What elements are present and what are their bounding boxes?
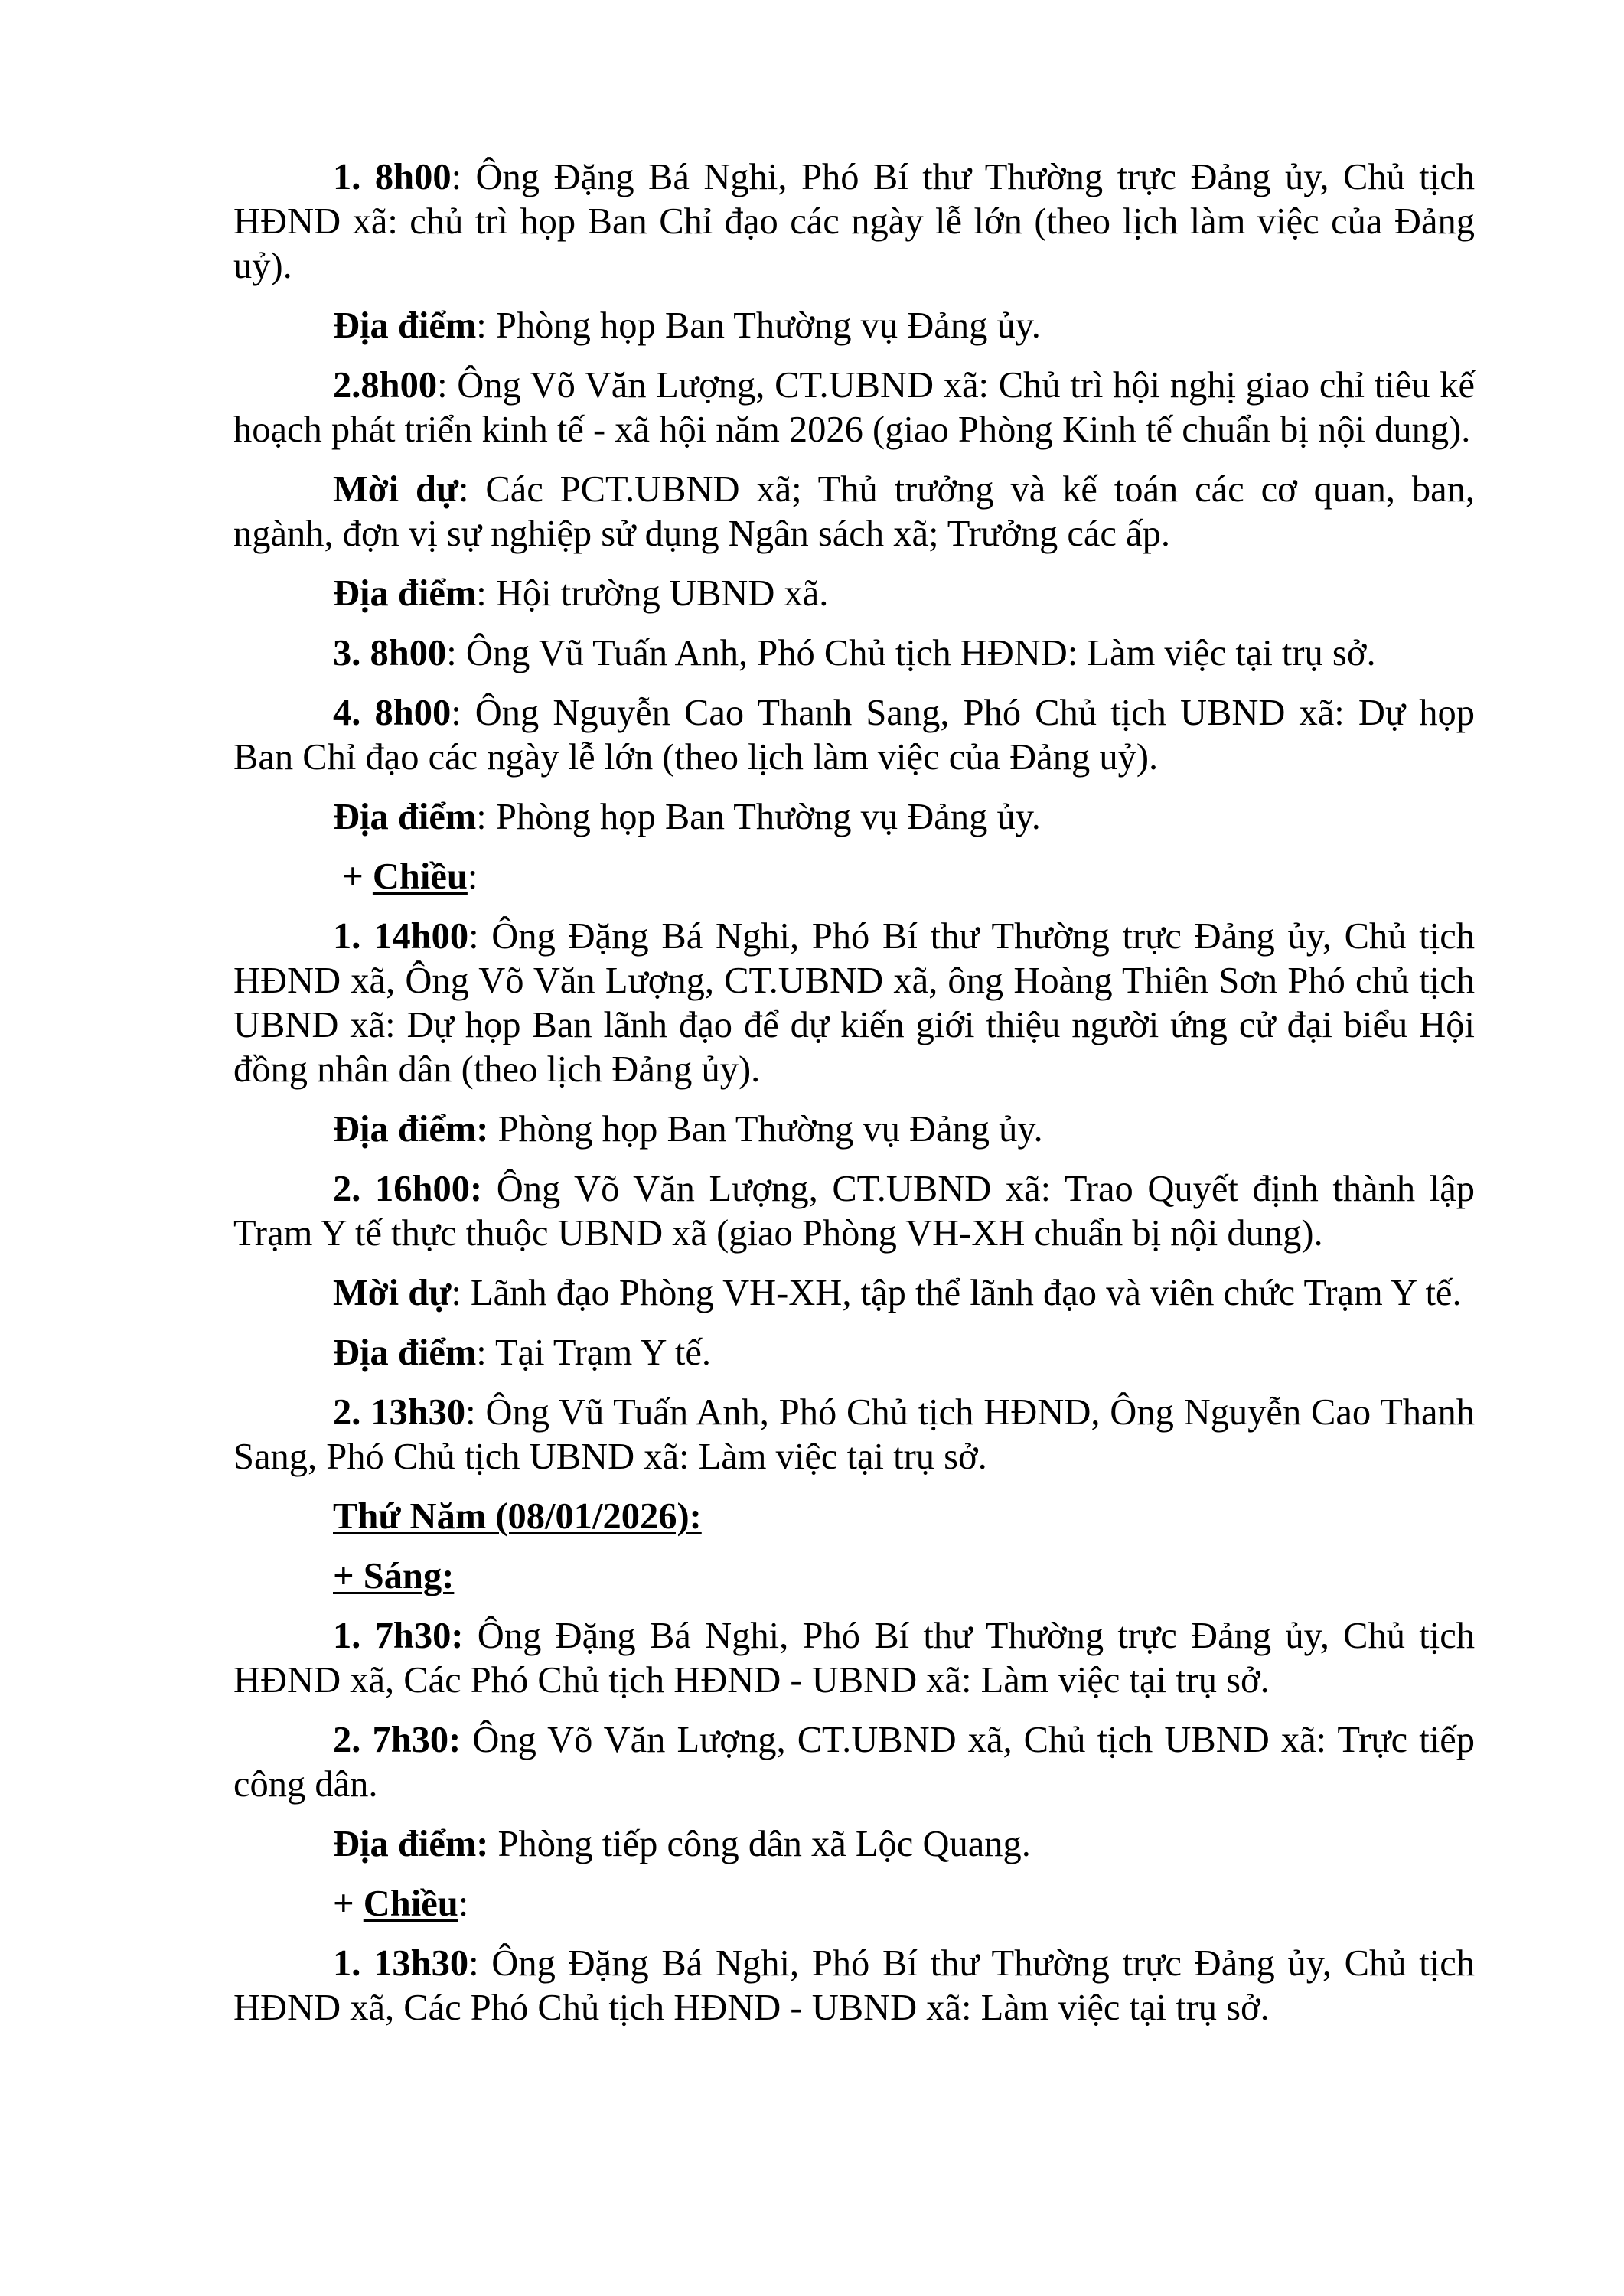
paragraph: [233, 1271, 1475, 1316]
afternoon-colon: :: [467, 856, 478, 897]
paragraph-lead: Địa điểm: [333, 1332, 477, 1373]
paragraph: [233, 1614, 1475, 1703]
morning-heading-text: + Sáng:: [333, 1556, 455, 1596]
paragraph-lead: 1. 13h30: [333, 1943, 469, 1984]
afternoon-label: Chiều: [372, 856, 468, 897]
afternoon-heading: [233, 855, 1475, 899]
paragraph: [233, 364, 1475, 452]
paragraph-text: Ông Võ Văn Lượng, CT.UBND xã: Trao Quyết định thành lập Trạm Y tế thực thuộc UBND xã (giao Phòng VH-XH chuẩn bị nội dung).: [233, 1169, 1476, 1254]
paragraph-lead: 1. 14h00: [333, 916, 469, 957]
paragraph-lead: Mời dự: [333, 469, 459, 510]
paragraph-lead: 2. 16h00:: [333, 1169, 483, 1209]
paragraph: [233, 1331, 1475, 1375]
paragraph: [233, 1942, 1475, 2030]
paragraph-lead: Mời dự: [333, 1273, 452, 1313]
afternoon-plus: +: [333, 1883, 364, 1924]
paragraph-text: : Phòng họp Ban Thường vụ Đảng ủy.: [476, 305, 1041, 346]
paragraph: [233, 1167, 1475, 1256]
paragraph-lead: 4. 8h00: [333, 693, 452, 733]
afternoon-heading: [233, 1882, 1475, 1926]
paragraph-lead: 2. 7h30:: [333, 1720, 461, 1760]
paragraph: [233, 468, 1475, 556]
day-heading: [233, 1495, 1475, 1539]
paragraph: [233, 1107, 1475, 1152]
paragraph-text: : Ông Võ Văn Lượng, CT.UBND xã: Chủ trì hội nghị giao chỉ tiêu kế hoạch phát triển kinh tế - xã hội năm 2026 (giao Phòng Kinh tế chuẩn bị nội dung).: [233, 365, 1475, 450]
paragraph-text: Phòng họp Ban Thường vụ Đảng ủy.: [488, 1109, 1043, 1150]
paragraph-lead: 2. 13h30: [333, 1392, 466, 1433]
morning-heading: [233, 1554, 1475, 1599]
paragraph: [233, 155, 1475, 289]
paragraph-lead: Địa điểm:: [333, 1109, 489, 1150]
afternoon-plus: +: [333, 856, 373, 897]
paragraph-text: : Ông Đặng Bá Nghi, Phó Bí thư Thường trực Đảng ủy, Chủ tịch HĐND xã: chủ trì họp Ban Chỉ đạo các ngày lễ lớn (theo lịch làm việc của Đảng uỷ).: [233, 157, 1475, 286]
paragraph-text: : Hội trường UBND xã.: [476, 573, 829, 614]
document-page: [233, 155, 1475, 2046]
paragraph-lead: Địa điểm: [333, 797, 477, 837]
paragraph-text: : Ông Đặng Bá Nghi, Phó Bí thư Thường trực Đảng ủy, Chủ tịch HĐND xã, Các Phó Chủ tịch HĐND - UBND xã: Làm việc tại trụ sở.: [233, 1943, 1475, 2028]
afternoon-label: Chiều: [363, 1883, 458, 1924]
paragraph-text: : Ông Đặng Bá Nghi, Phó Bí thư Thường trực Đảng ủy, Chủ tịch HĐND xã, Ông Võ Văn Lượng, CT.UBND xã, ông Hoàng Thiên Sơn Phó chủ tịch UBND xã: Dự họp Ban lãnh đạo để dự kiến giới thiệu người ứng cử đại biểu Hội đồng nhân dân (theo lịch Đảng ủy).: [233, 916, 1475, 1090]
paragraph-lead: 1. 7h30:: [333, 1616, 464, 1656]
paragraph-text: : Ông Vũ Tuấn Anh, Phó Chủ tịch HĐND, Ông Nguyễn Cao Thanh Sang, Phó Chủ tịch UBND xã: Làm việc tại trụ sở.: [233, 1392, 1475, 1477]
paragraph-text: Phòng tiếp công dân xã Lộc Quang.: [488, 1824, 1031, 1864]
paragraph-text: : Tại Trạm Y tế.: [476, 1332, 711, 1373]
paragraph-lead: Địa điểm:: [333, 1824, 489, 1864]
paragraph-text: Ông Đặng Bá Nghi, Phó Bí thư Thường trực Đảng ủy, Chủ tịch HĐND xã, Các Phó Chủ tịch HĐND - UBND xã: Làm việc tại trụ sở.: [233, 1616, 1475, 1701]
paragraph: [233, 795, 1475, 840]
paragraph-lead: 2.8h00: [333, 365, 438, 406]
paragraph: [233, 631, 1475, 676]
paragraph-text: : Phòng họp Ban Thường vụ Đảng ủy.: [476, 797, 1041, 837]
paragraph-text: Ông Võ Văn Lượng, CT.UBND xã, Chủ tịch UBND xã: Trực tiếp công dân.: [233, 1720, 1475, 1805]
paragraph: [233, 572, 1475, 616]
paragraph: [233, 1822, 1475, 1867]
paragraph-lead: Địa điểm: [333, 305, 477, 346]
paragraph-lead: 1. 8h00: [333, 157, 452, 197]
paragraph-lead: Địa điểm: [333, 573, 477, 614]
afternoon-colon: :: [458, 1883, 469, 1924]
paragraph: [233, 691, 1475, 780]
paragraph: [233, 1391, 1475, 1479]
paragraph-text: : Ông Vũ Tuấn Anh, Phó Chủ tịch HĐND: Làm việc tại trụ sở.: [446, 633, 1376, 673]
paragraph-text: : Các PCT.UBND xã; Thủ trưởng và kế toán các cơ quan, ban, ngành, đợn vị sự nghiệp sử dụng Ngân sách xã; Trưởng các ấp.: [233, 469, 1475, 554]
paragraph-text: : Ông Nguyễn Cao Thanh Sang, Phó Chủ tịch UBND xã: Dự họp Ban Chỉ đạo các ngày lễ lớn (theo lịch làm việc của Đảng uỷ).: [233, 693, 1475, 778]
paragraph-lead: 3. 8h00: [333, 633, 447, 673]
paragraph: [233, 915, 1475, 1092]
paragraph: [233, 304, 1475, 348]
day-heading-text: Thứ Năm (08/01/2026):: [333, 1496, 702, 1537]
paragraph: [233, 1718, 1475, 1807]
paragraph-text: : Lãnh đạo Phòng VH-XH, tập thể lãnh đạo và viên chức Trạm Y tế.: [451, 1273, 1462, 1313]
